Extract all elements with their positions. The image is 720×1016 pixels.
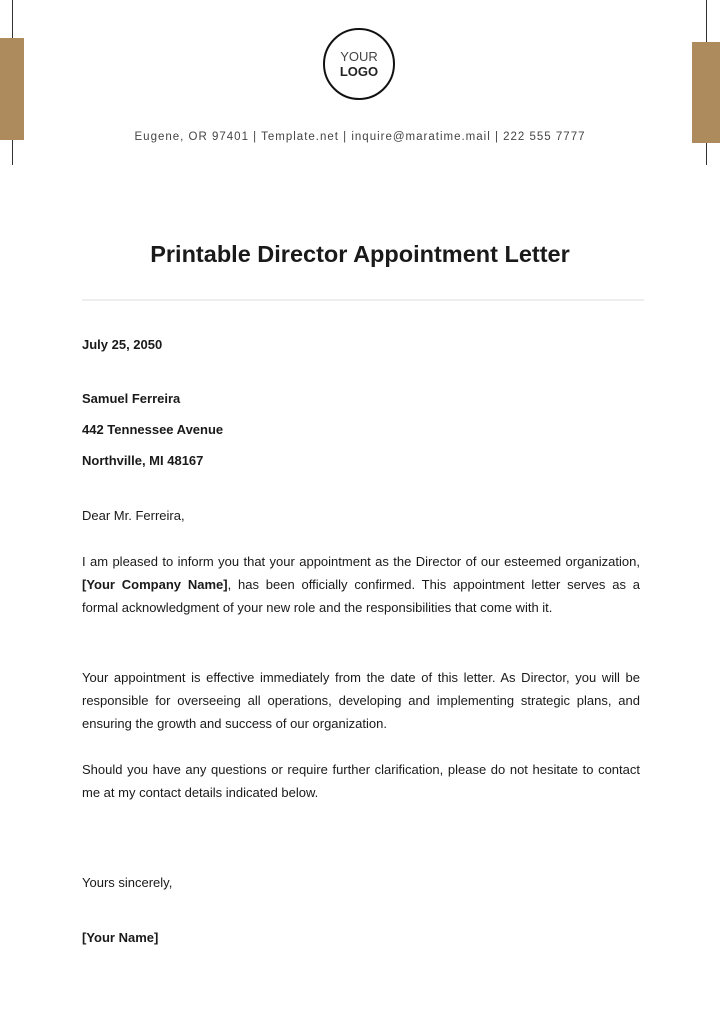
recipient-city: Northville, MI 48167: [82, 453, 204, 468]
signature: [Your Name]: [82, 930, 159, 945]
logo: [323, 28, 395, 100]
p1-text: I am pleased to inform you that your appointment as the Director of our esteemed organization,: [82, 554, 640, 569]
divider: [82, 299, 644, 301]
paragraph-1: [82, 550, 640, 619]
letter-date: July 25, 2050: [82, 337, 163, 352]
p1-text-rest: , has been officially confirmed. This appointment letter serves as a formal acknowledgment of your new role and the responsibilities that come with it.: [82, 577, 641, 615]
recipient-street: 442 Tennessee Avenue: [82, 422, 224, 437]
logo-line1: YOUR: [340, 49, 378, 64]
recipient-name: Samuel Ferreira: [82, 391, 181, 406]
company-name-placeholder: [Your Company Name]: [82, 577, 228, 592]
paragraph-3: Should you have any questions or require further clarification, please do not hesitate to contact me at my contact details indicated below.: [82, 762, 640, 800]
salutation: Dear Mr. Ferreira,: [82, 508, 185, 523]
contact-info: Eugene, OR 97401 | Template.net | inquire@maratime.mail | 222 555 7777: [134, 131, 586, 143]
logo-line2: LOGO: [339, 64, 379, 79]
right-deco-bar: [692, 42, 720, 143]
left-deco-bar: [0, 38, 24, 140]
closing: Yours sincerely,: [82, 875, 173, 890]
letter-title: Printable Director Appointment Letter: [150, 241, 570, 267]
paragraph-2: Your appointment is effective immediately from the date of this letter. As Director, you will be responsible for overseeing all operations, developing and implementing strategic plans, and ensuring the growth and success of our organization.: [82, 670, 640, 731]
